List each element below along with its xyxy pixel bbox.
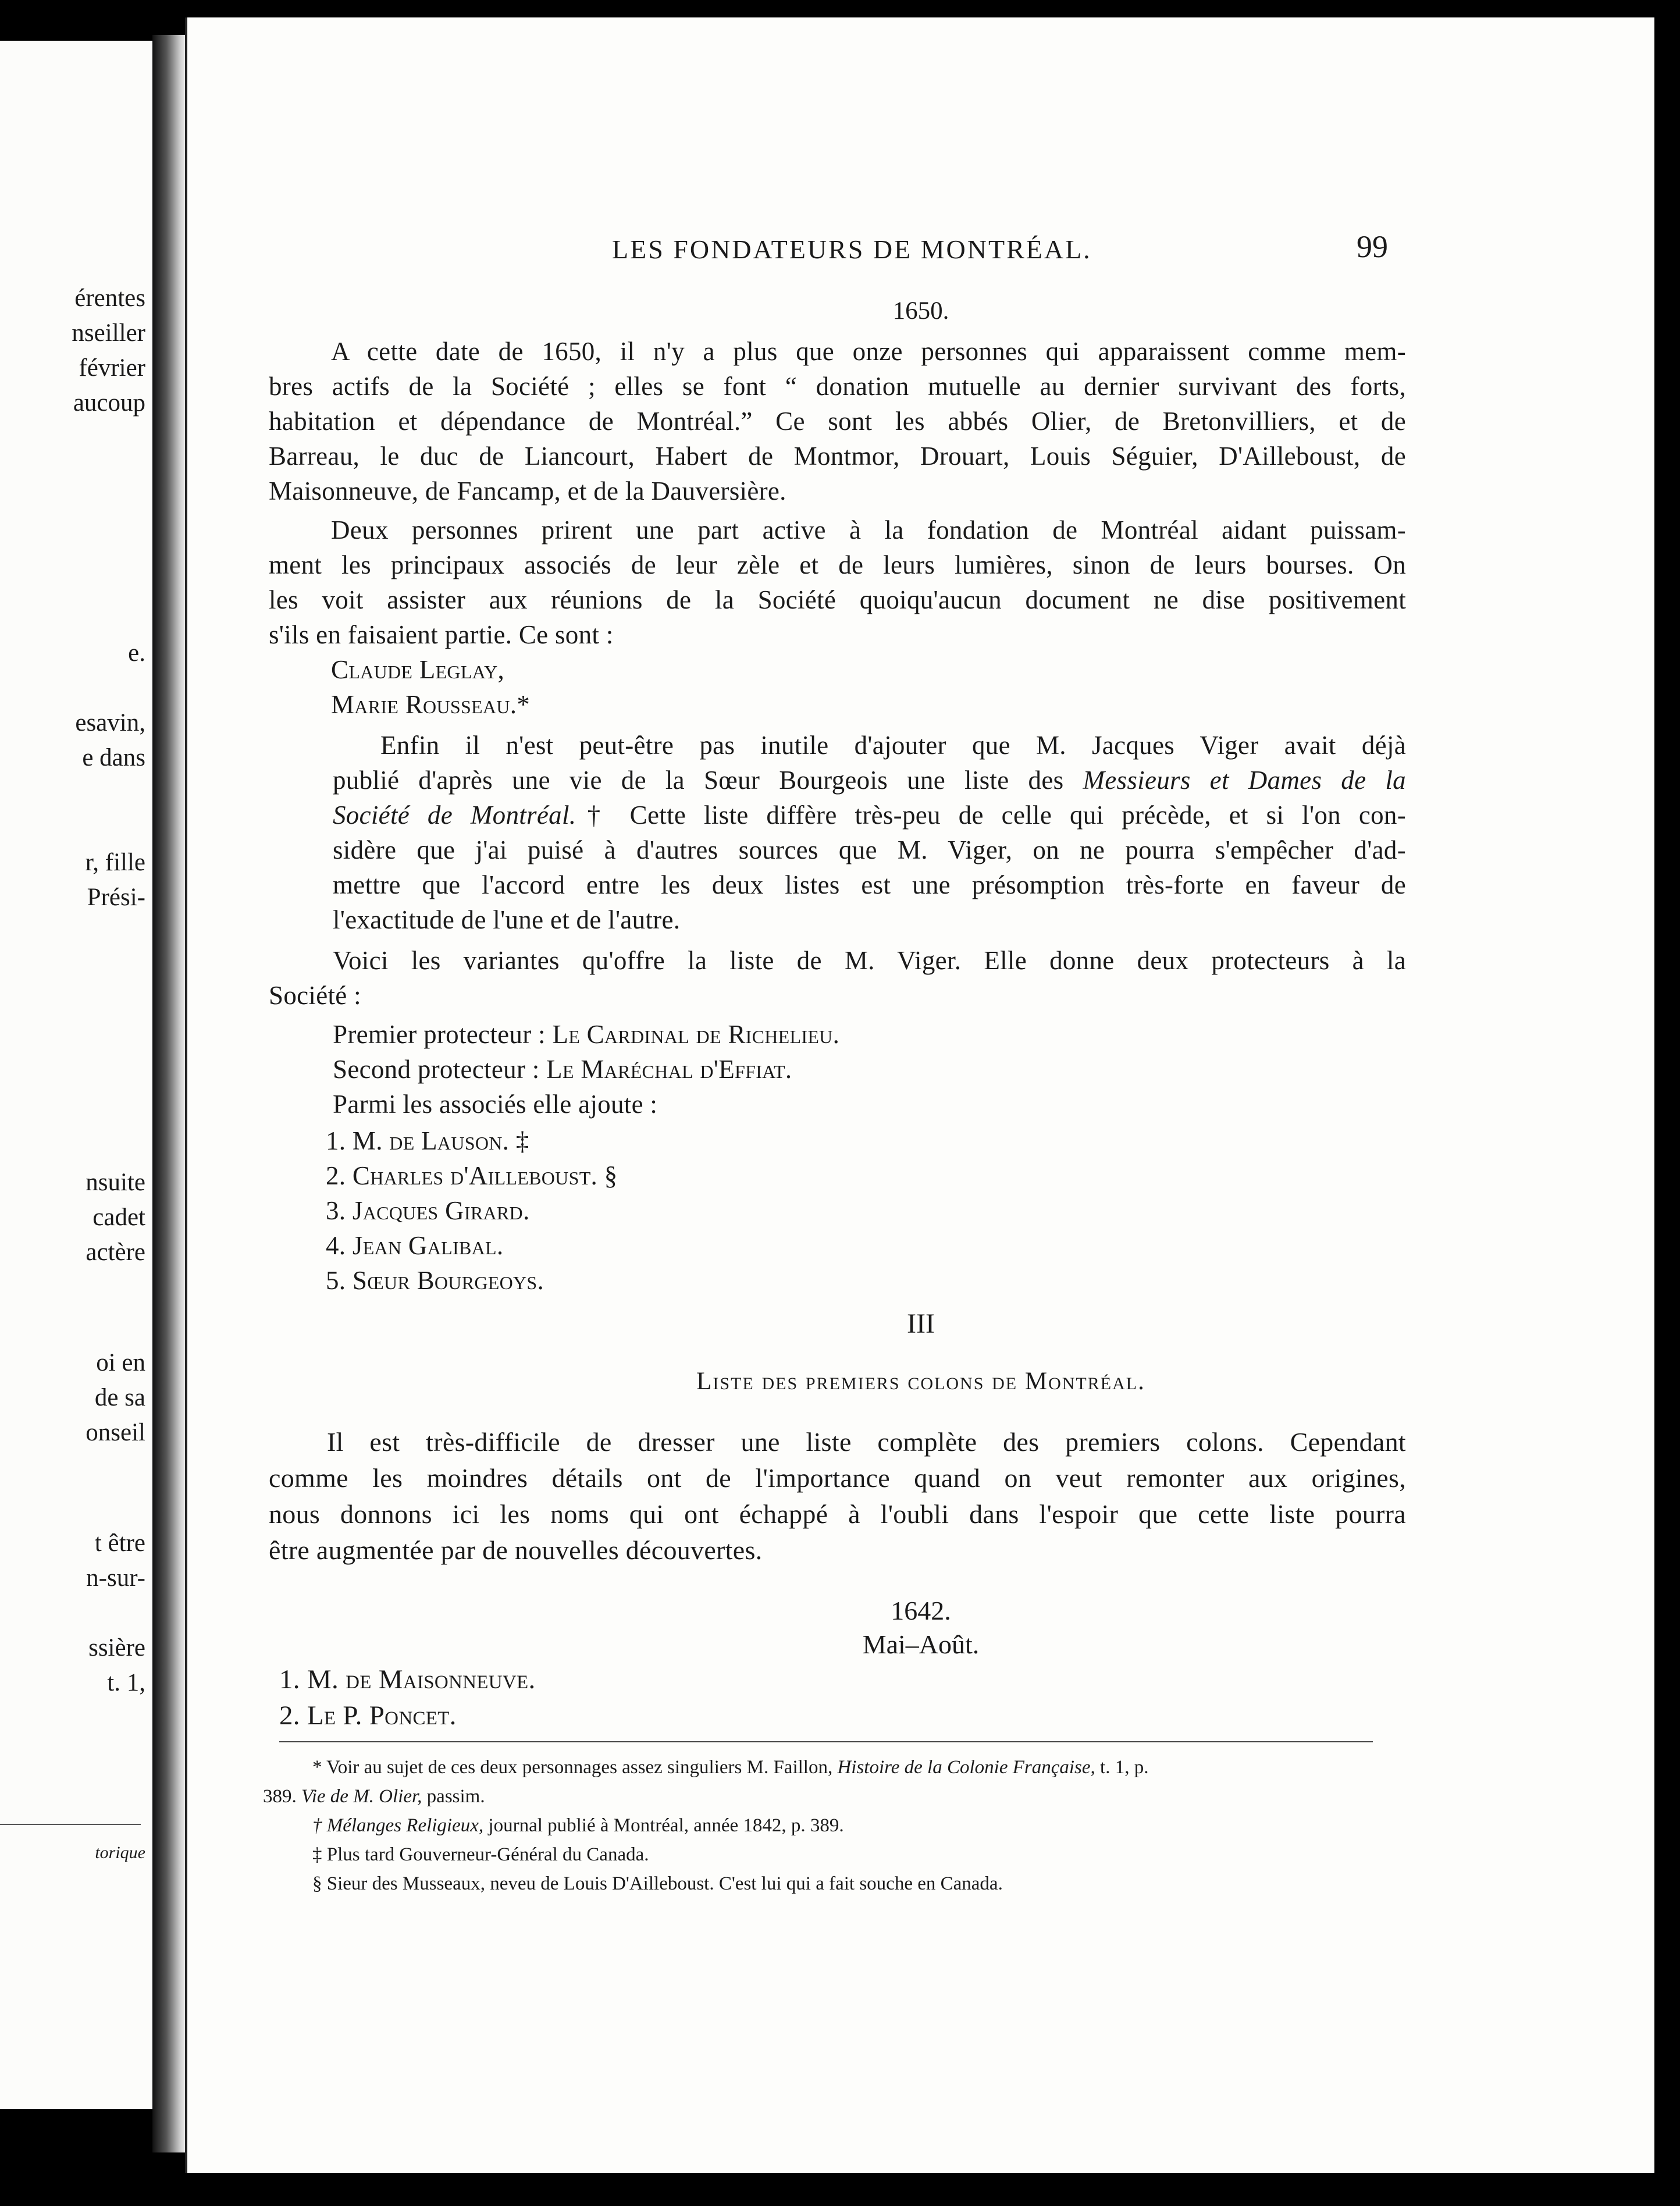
paragraph-line: l'exactitude de l'une et de l'autre.	[333, 905, 681, 934]
protector-name: Le Maréchal d'Effiat.	[546, 1055, 792, 1084]
left-fragment: e.	[128, 639, 145, 667]
paragraph-line: Barreau, le duc de Liancourt, Habert de Montmor, Drouart, Louis Séguier, D'Ailleboust, de	[269, 442, 1406, 471]
colon-list-item: 2. Le P. Poncet.	[279, 1700, 457, 1731]
left-fragment: cadet	[92, 1204, 145, 1231]
main-page	[185, 17, 1654, 2173]
left-footnote-rule	[0, 1824, 141, 1825]
text-run: passim.	[426, 1786, 485, 1807]
paragraph-line: Deux personnes prirent une part active à la fondation de Montréal aidant puissam-	[331, 515, 1406, 545]
text-run: publié d'après une vie de la Sœur Bourgeois une liste des	[333, 766, 1064, 795]
colon-list-item: 1. M. de Maisonneuve.	[279, 1664, 536, 1695]
protector-label: Premier protecteur :	[333, 1020, 546, 1049]
paragraph-line: les voit assister aux réunions de la Société quoiqu'aucun document ne dise positivement	[269, 585, 1406, 614]
additions-intro: Parmi les associés elle ajoute :	[333, 1090, 658, 1119]
year-heading-1650: 1650.	[892, 297, 949, 325]
left-fragment: r, fille	[85, 849, 145, 876]
left-fragment: t. 1,	[107, 1669, 145, 1696]
paragraph-line: mettre que l'accord entre les deux listes est une présomption très-forte en faveur de	[333, 870, 1406, 899]
text-run: t. 1, p.	[1100, 1757, 1149, 1778]
text-run: † Cette liste diffère très-peu de celle qui précède, et si l'on con-	[576, 800, 1407, 830]
list-item: 3. Jacques Girard.	[326, 1196, 530, 1225]
list-item: 5. Sœur Bourgeoys.	[326, 1266, 544, 1295]
italic-title: Société de Montréal.	[333, 800, 576, 830]
left-fragment: nseiller	[72, 319, 145, 347]
left-fragment: oi en	[96, 1349, 145, 1376]
left-fragment: Prési-	[87, 884, 145, 911]
footnote-dagger	[312, 1815, 844, 1837]
left-fragment: actère	[86, 1239, 145, 1266]
left-fragment: e dans	[82, 744, 145, 771]
footnote-rule	[279, 1741, 1373, 1742]
text-run: * Voir au sujet de ces deux personnages assez singuliers M. Faillon,	[312, 1757, 833, 1778]
paragraph-line: sidère que j'ai puisé à d'autres sources que M. Viger, on ne pourra s'empêcher d'ad-	[333, 835, 1406, 864]
list-item: 2. Charles d'Ailleboust. §	[326, 1161, 618, 1190]
paragraph-line	[333, 800, 1406, 830]
left-fragment: n-sur-	[86, 1564, 145, 1592]
footnote-star	[312, 1757, 1148, 1778]
paragraph-line: nous donnons ici les noms qui ont échappé à l'oubli dans l'espoir que cette liste pourra	[269, 1499, 1406, 1529]
left-fragment: aucoup	[73, 389, 145, 417]
text-run: journal publié à Montréal, année 1842, p. 389.	[488, 1815, 844, 1836]
text-run: 389.	[263, 1786, 297, 1807]
footnote-double-dagger: ‡ Plus tard Gouverneur-Général du Canada.	[312, 1844, 649, 1865]
protector-line	[333, 1019, 839, 1049]
left-fragment: de sa	[94, 1384, 145, 1411]
page-number: 99	[1357, 229, 1388, 264]
year-heading-1642: 1642.	[891, 1596, 951, 1625]
left-fragment: onseil	[86, 1419, 145, 1446]
section-numeral: III	[907, 1308, 935, 1339]
protector-name: Le Cardinal de Richelieu.	[552, 1020, 840, 1049]
footnote-star-cont	[263, 1786, 485, 1808]
paragraph-line: bres actifs de la Société ; elles se font “ donation mutuelle au dernier survivant des forts,	[269, 372, 1406, 401]
paragraph-line: Maisonneuve, de Fancamp, et de la Dauversière.	[269, 476, 786, 506]
footnote-section: § Sieur des Musseaux, neveu de Louis D'Ailleboust. C'est lui qui a fait souche en Canada.	[312, 1873, 1003, 1894]
protector-line	[333, 1054, 792, 1084]
book-gutter	[152, 35, 187, 2152]
paragraph-line	[333, 765, 1406, 795]
left-fragment: ssière	[88, 1634, 145, 1661]
paragraph-line: comme les moindres détails ont de l'importance quand on veut remonter aux origines,	[269, 1463, 1406, 1493]
paragraph-line: ment les principaux associés de leur zèle et de leurs lumières, sinon de leurs bourses. On	[269, 550, 1406, 579]
left-facing-page	[0, 41, 154, 2109]
left-fragment: érentes	[74, 284, 145, 312]
left-fragment: esavin,	[75, 709, 145, 736]
italic-title: Vie de M. Olier,	[301, 1786, 422, 1807]
paragraph-line: Il est très-difficile de dresser une liste complète des premiers colons. Cependant	[327, 1427, 1406, 1457]
paragraph-line: habitation et dépendance de Montréal.” Ce sont les abbés Olier, de Bretonvilliers, et de	[269, 407, 1406, 436]
list-item: 1. M. de Lauson. ‡	[326, 1126, 529, 1155]
paragraph-line: Voici les variantes qu'offre la liste de M. Viger. Elle donne deux protecteurs à la	[333, 946, 1406, 975]
left-fragment: torique	[95, 1843, 145, 1862]
running-title: LES FONDATEURS DE MONTRÉAL.	[612, 234, 1092, 264]
left-fragment: février	[79, 354, 145, 382]
left-fragment: nsuite	[86, 1169, 145, 1196]
paragraph-line: Enfin il n'est peut-être pas inutile d'ajouter que M. Jacques Viger avait déjà	[380, 731, 1406, 760]
paragraph-line: s'ils en faisaient partie. Ce sont :	[269, 620, 614, 649]
italic-title: Messieurs et Dames de la	[1083, 766, 1406, 795]
paragraph-line: être augmentée par de nouvelles découvertes.	[269, 1535, 763, 1565]
person-name: Claude Leglay,	[331, 655, 505, 684]
italic-title: Histoire de la Colonie Française,	[837, 1757, 1095, 1778]
left-fragment: t être	[94, 1529, 145, 1557]
italic-title: † Mélanges Religieux,	[312, 1815, 484, 1836]
paragraph-line: A cette date de 1650, il n'y a plus que onze personnes qui apparaissent comme mem-	[331, 337, 1406, 366]
section-heading: Liste des premiers colons de Montréal.	[696, 1368, 1145, 1395]
person-name: Marie Rousseau.*	[331, 690, 531, 719]
protector-label: Second protecteur :	[333, 1055, 540, 1084]
list-item: 4. Jean Galibal.	[326, 1231, 504, 1260]
month-heading: Mai–Août.	[862, 1629, 980, 1659]
paragraph-line: Société :	[269, 981, 361, 1010]
